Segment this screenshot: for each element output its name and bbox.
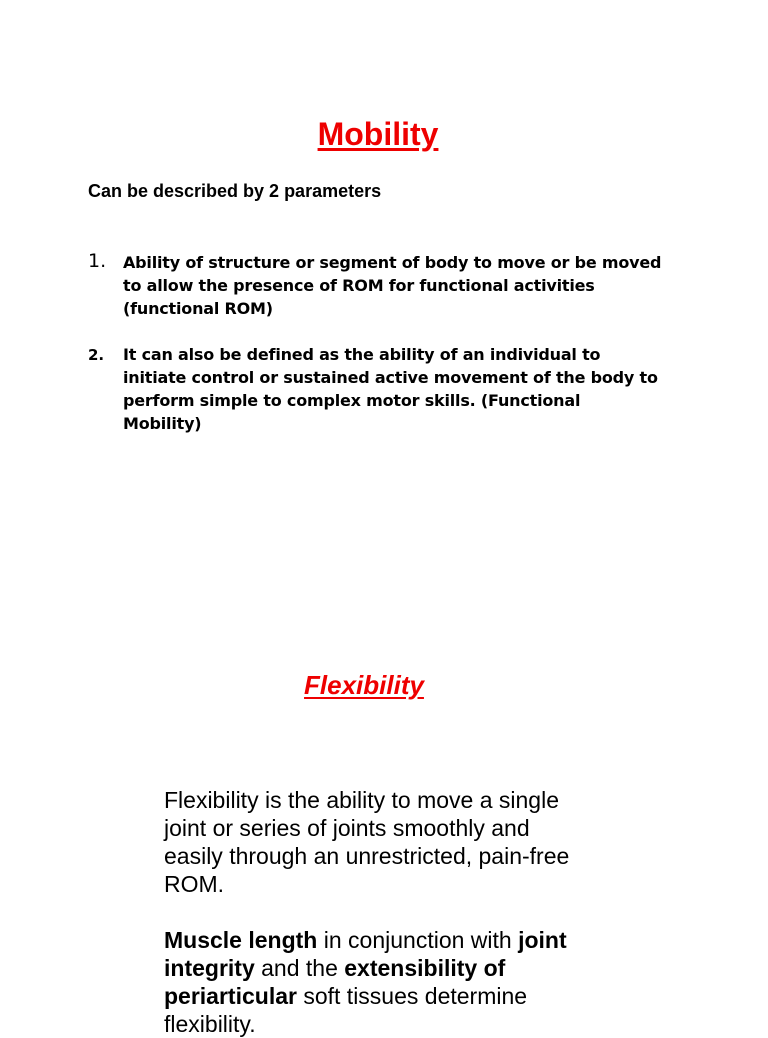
flexibility-definition: Flexibility is the ability to move a single joint or series of joints smoothly and easily through an unrestricted, pain-free ROM.: [164, 787, 570, 897]
extensibility-term: extensibility of periarticular: [164, 955, 506, 1009]
flexibility-factors: [164, 926, 584, 1038]
point-2-number: 2.: [88, 346, 105, 364]
muscle-length-term: Muscle length: [164, 927, 318, 953]
factors-connector-1: in conjunction with: [317, 927, 519, 953]
factors-rest: soft tissues determine flexibility.: [164, 983, 528, 1037]
mobility-heading: Mobility: [317, 116, 439, 152]
factors-connector-2: and the: [254, 955, 345, 981]
point-1-text: Ability of structure or segment of body to move or be moved to allow the presence of ROM for functional activities (functional ROM): [123, 253, 662, 318]
point-1-number: 1.: [88, 250, 107, 272]
joint-integrity-term: joint integrity: [164, 927, 567, 981]
flexibility-heading: Flexibility: [304, 670, 424, 700]
mobility-intro: Can be described by 2 parameters: [88, 181, 382, 201]
point-2-text: It can also be defined as the ability of an individual to initiate control or sustained active movement of the body to perform simple to complex motor skills. (Functional Mobility): [123, 345, 658, 433]
